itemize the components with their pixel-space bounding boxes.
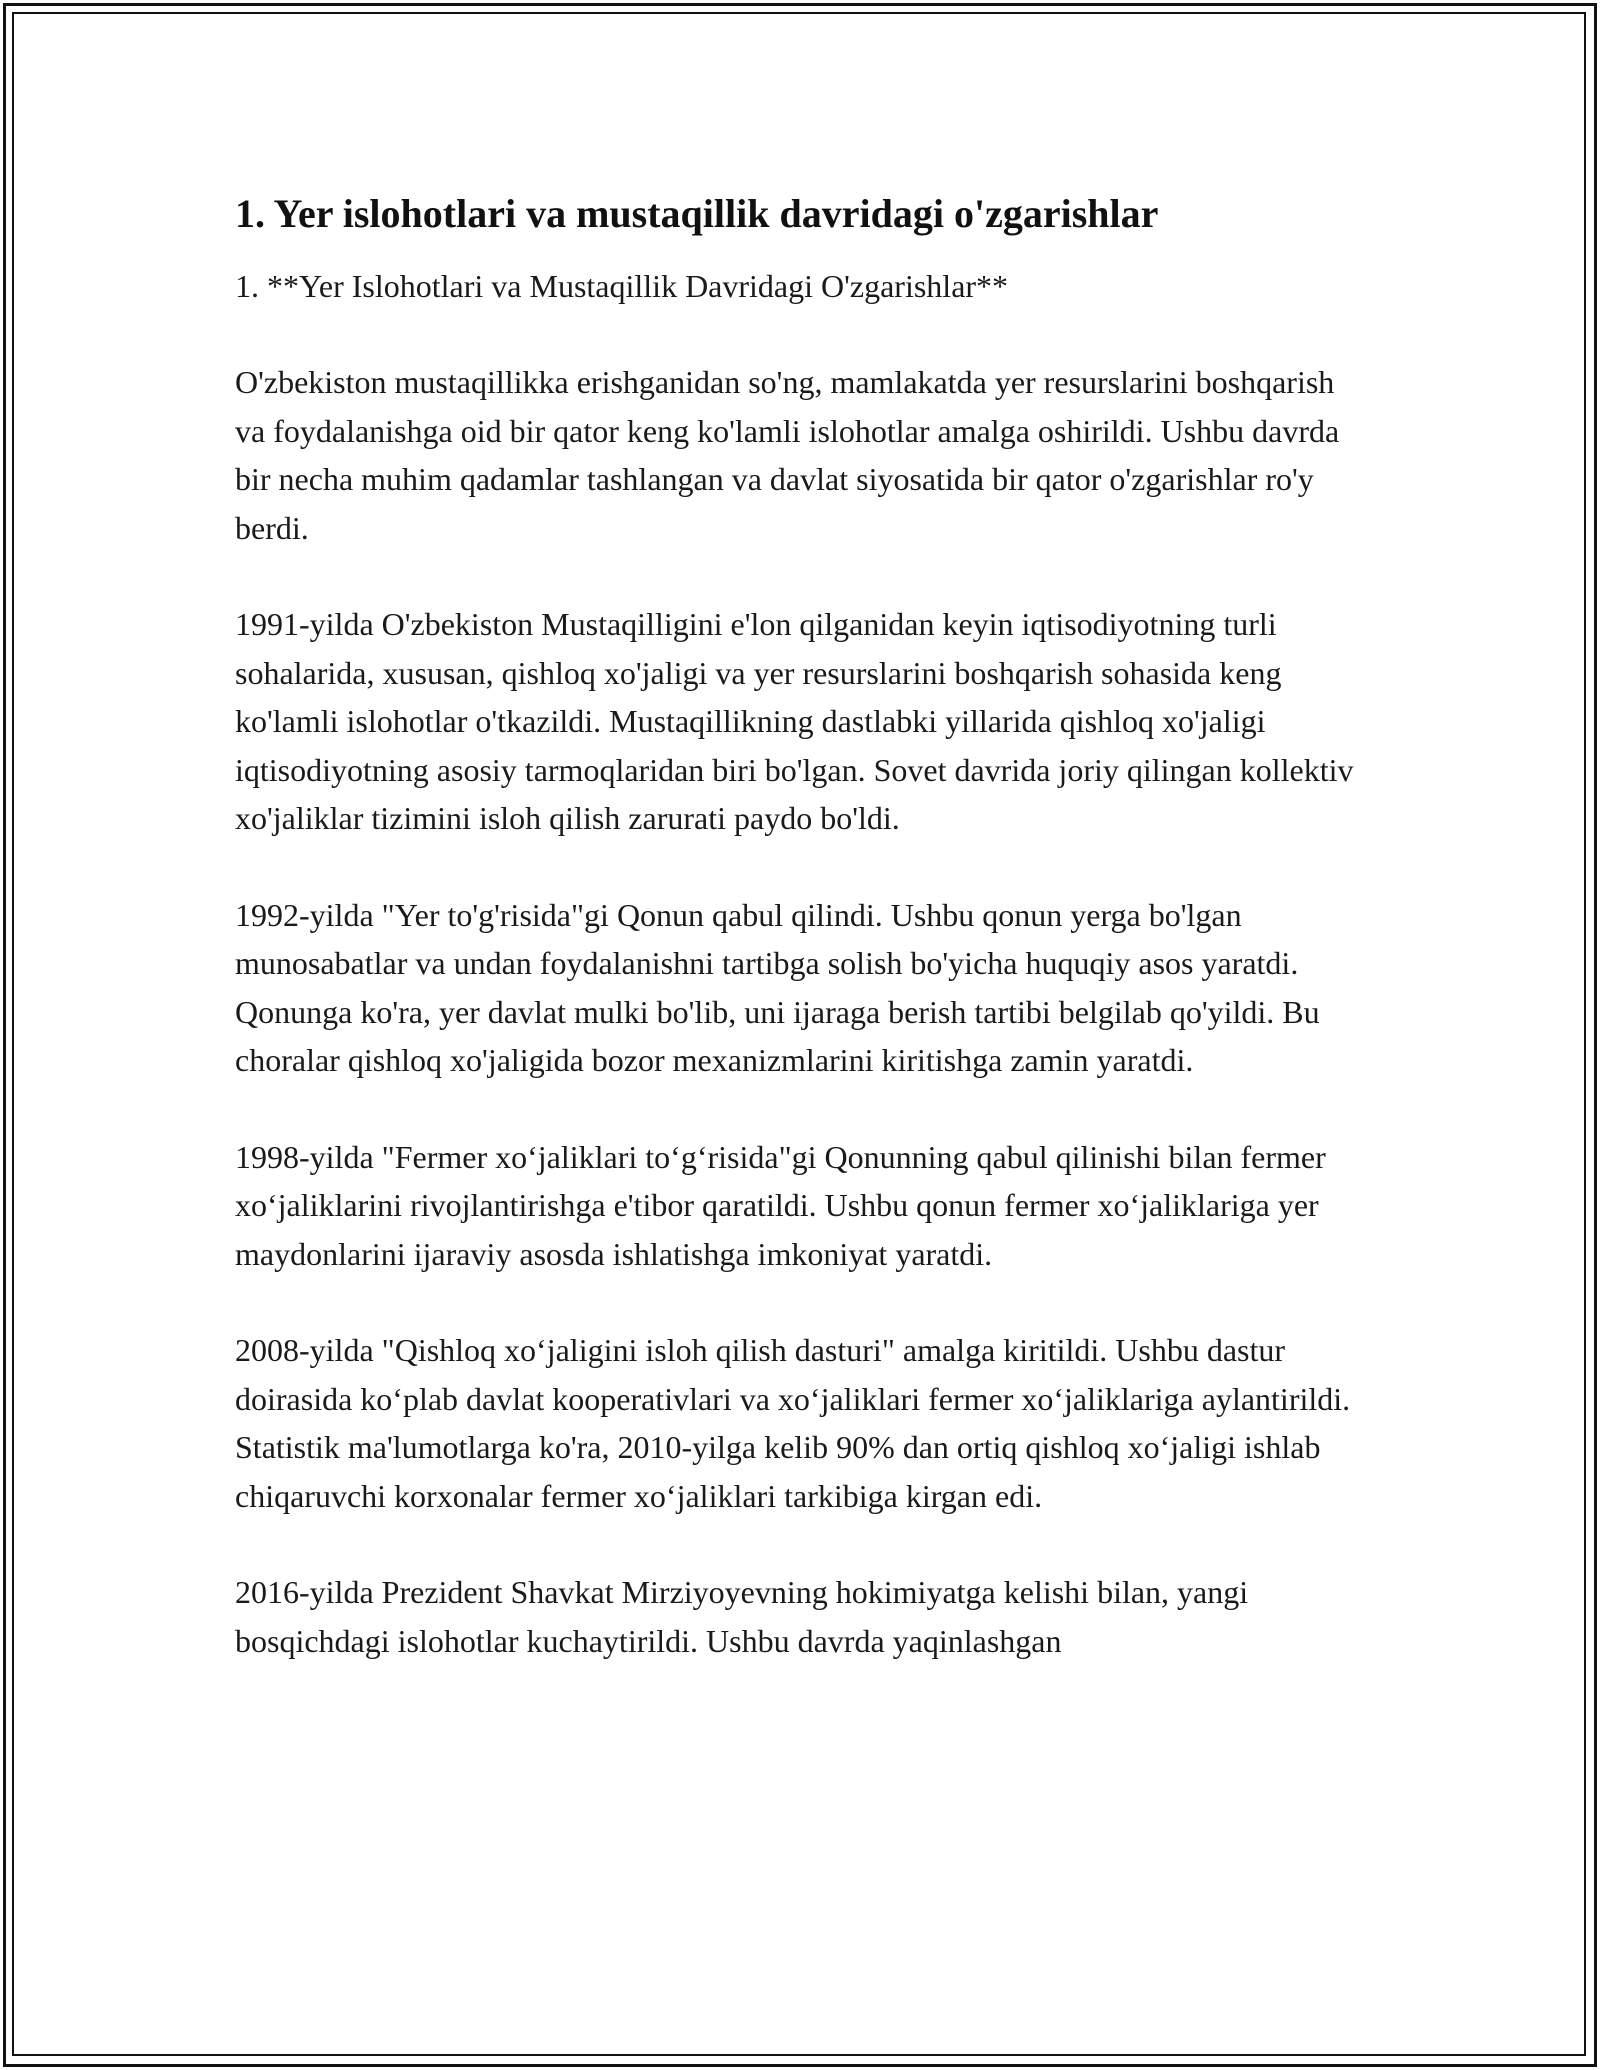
document-subheading: 1. **Yer Islohotlari va Mustaqillik Davridagi O'zgarishlar** — [235, 268, 1009, 304]
document-body — [235, 188, 1365, 1665]
document-heading: 1. Yer islohotlari va mustaqillik davridagi o'zgarishlar — [235, 191, 1159, 236]
paragraph-1991: 1991-yilda O'zbekiston Mustaqilligini e'lon qilganidan keyin iqtisodiyotning turli sohalarida, xususan, qishloq xo'jaligi va yer resurslarini boshqarish sohasida keng ko'lamli islohotlar o'tkazildi. Mustaqillikning dastlabki yillarida qishloq xo'jaligi iqtisodiyotning asosiy tarmoqlaridan biri bo'lgan. Sovet davrida joriy qilingan kollektiv xo'jaliklar tizimini isloh qilish zarurati paydo bo'ldi. — [235, 606, 1354, 836]
paragraph-2008: 2008-yilda "Qishloq xo‘jaligini isloh qilish dasturi" amalga kiritildi. Ushbu dastur doirasida ko‘plab davlat kooperativlari va xo‘jaliklari fermer xo‘jaliklariga aylantirildi. Statistik ma'lumotlarga ko'ra, 2010-yilga kelib 90% dan ortiq qishloq xo‘jaligi ishlab chiqaruvchi korxonalar fermer xo‘jaliklari tarkibiga kirgan edi. — [235, 1332, 1351, 1514]
paragraph-intro: O'zbekiston mustaqillikka erishganidan so'ng, mamlakatda yer resurslarini boshqarish va foydalanishga oid bir qator keng ko'lamli islohotlar amalga oshirildi. Ushbu davrda bir necha muhim qadamlar tashlangan va davlat siyosatida bir qator o'zgarishlar ro'y berdi. — [235, 364, 1340, 546]
paragraph-2016: 2016-yilda Prezident Shavkat Mirziyoyevning hokimiyatga kelishi bilan, yangi bosqichdagi islohotlar kuchaytirildi. Ushbu davrda yaqinlashgan — [235, 1574, 1249, 1659]
paragraph-1998: 1998-yilda "Fermer xo‘jaliklari to‘g‘risida"gi Qonunning qabul qilinishi bilan fermer xo‘jaliklarini rivojlantirishga e'tibor qaratildi. Ushbu qonun fermer xo‘jaliklariga yer maydonlarini ijaraviy asosda ishlatishga imkoniyat yaratdi. — [235, 1138, 1326, 1272]
paragraph-1992: 1992-yilda "Yer to'g'risida"gi Qonun qabul qilindi. Ushbu qonun yerga bo'lgan munosabatlar va undan foydalanishni tartibga solish bo'yicha huquqiy asos yaratdi. Qonunga ko'ra, yer davlat mulki bo'lib, uni ijaraga berish tartibi belgilab qo'yildi. Bu choralar qishloq xo'jaligida bozor mexanizmlarini kiritishga zamin yaratdi. — [235, 896, 1320, 1078]
